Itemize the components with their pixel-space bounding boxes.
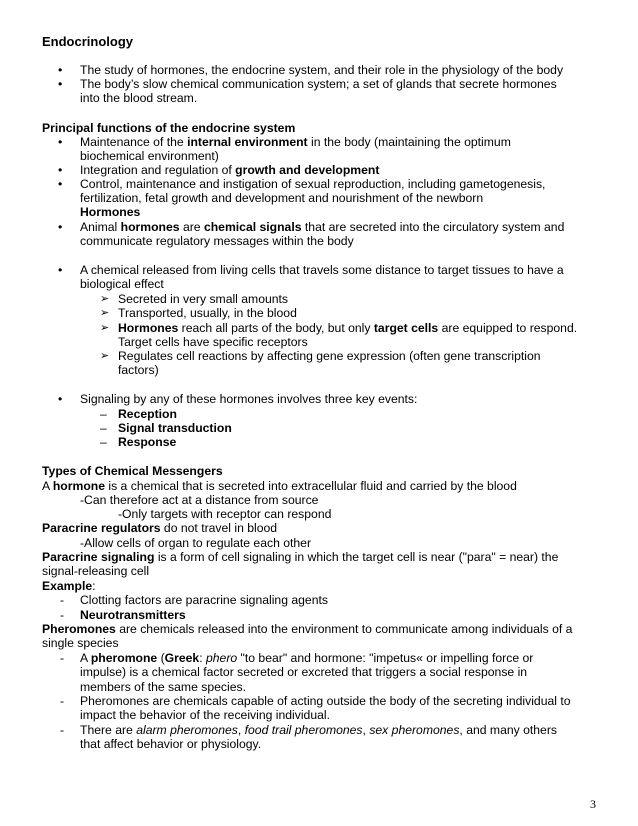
pheromone-point-1-cont: impulse) is a chemical factor secreted or excreted that triggers a social response in xyxy=(80,665,528,679)
paracrine-signaling-cont: signal-releasing cell xyxy=(42,564,150,578)
bullet: • xyxy=(58,163,63,177)
pheromone-point-1-cont2: members of the same species. xyxy=(80,680,246,694)
bullet: • xyxy=(58,63,63,77)
hormone-note-1: -Can therefore act at a distance from source xyxy=(80,493,319,507)
function-3: Control, maintenance and instigation of sexual reproduction, including gametogenesis, xyxy=(80,177,546,191)
hormones-heading: Hormones xyxy=(80,205,141,219)
arrow-bullet-icon: ➢ xyxy=(100,322,110,334)
pheromone-point-3-cont: that affect behavior or physiology. xyxy=(80,737,262,751)
sub-point-1: Secreted in very small amounts xyxy=(118,292,289,306)
arrow-bullet-icon: ➢ xyxy=(100,293,110,305)
bullet: • xyxy=(58,135,63,149)
hyphen-bullet: - xyxy=(60,593,65,607)
example-2: Neurotransmitters xyxy=(80,608,186,622)
bullet: • xyxy=(58,392,63,406)
function-1-cont: biochemical environment) xyxy=(80,149,219,163)
paracrine-note: -Allow cells of organ to regulate each other xyxy=(80,536,312,550)
event-transduction: Signal transduction xyxy=(118,421,232,435)
intro-bullet-1: The study of hormones, the endocrine system, and their role in the physiology of the body xyxy=(80,63,564,77)
chemical-bullet-cont: biological effect xyxy=(80,277,164,291)
hyphen-bullet: - xyxy=(60,608,65,622)
function-2: Integration and regulation of growth and development xyxy=(80,163,380,177)
function-1: Maintenance of the internal environment in the body (maintaining the optimum xyxy=(80,135,511,149)
bullet: • xyxy=(58,177,63,191)
sub-point-4: Regulates cell reactions by affecting gene expression (often gene transcription xyxy=(118,349,541,363)
bullet: • xyxy=(58,263,63,277)
pheromone-point-2: Pheromones are chemicals capable of acting outside the body of the secreting individual to xyxy=(80,694,571,708)
dash-bullet: – xyxy=(100,407,107,421)
types-heading: Types of Chemical Messengers xyxy=(42,464,223,478)
pheromone-point-2-cont: impact the behavior of the receiving individual. xyxy=(80,708,330,722)
intro-bullet-2: The body’s slow chemical communication system; a set of glands that secrete hormones xyxy=(80,77,557,91)
page-title: Endocrinology xyxy=(42,34,133,49)
signaling-intro: Signaling by any of these hormones involves three key events: xyxy=(80,392,418,406)
event-reception: Reception xyxy=(118,407,177,421)
paracrine-regulators: Paracrine regulators do not travel in blood xyxy=(42,521,278,535)
pheromone-point-3: There are alarm pheromones, food trail pheromones, sex pheromones, and many others xyxy=(80,723,557,737)
hyphen-bullet: - xyxy=(60,723,65,737)
bullet: • xyxy=(58,77,63,91)
dash-bullet: – xyxy=(100,421,107,435)
arrow-bullet-icon: ➢ xyxy=(100,307,110,319)
example-1: Clotting factors are paracrine signaling agents xyxy=(80,593,328,607)
sub-point-3-cont: Target cells have specific receptors xyxy=(118,335,308,349)
pheromone-point-1: A pheromone (Greek: phero "to bear" and hormone: "impetus« or impelling force or xyxy=(80,651,534,665)
hyphen-bullet: - xyxy=(60,694,65,708)
chemical-bullet: A chemical released from living cells that travels some distance to target tissues to have a xyxy=(80,263,564,277)
sub-point-2: Transported, usually, in the blood xyxy=(118,306,297,320)
dash-bullet: – xyxy=(100,435,107,449)
function-4-cont: communicate regulatory messages within the body xyxy=(80,234,354,248)
intro-bullet-2-cont: into the blood stream. xyxy=(80,91,198,105)
function-3-cont: fertilization, fetal growth and development and nourishment of the newborn xyxy=(80,191,484,205)
page-number: 3 xyxy=(590,797,596,811)
paracrine-signaling: Paracrine signaling is a form of cell signaling in which the target cell is near ("para" = near) the xyxy=(42,550,559,564)
event-response: Response xyxy=(118,435,177,449)
pheromones-definition: Pheromones are chemicals released into the environment to communicate among individuals of a xyxy=(42,622,573,636)
hyphen-bullet: - xyxy=(60,651,65,665)
sub-point-3: Hormones reach all parts of the body, but only target cells are equipped to respond. xyxy=(118,321,578,335)
function-4: Animal hormones are chemical signals that are secreted into the circulatory system and xyxy=(80,220,565,234)
arrow-bullet-icon: ➢ xyxy=(100,350,110,362)
pheromones-definition-cont: single species xyxy=(42,636,119,650)
hormone-note-2: -Only targets with receptor can respond xyxy=(118,507,332,521)
example-label: Example: xyxy=(42,579,96,593)
sub-point-4-cont: factors) xyxy=(118,363,159,377)
hormone-definition: A hormone is a chemical that is secreted into extracellular fluid and carried by the blood xyxy=(42,479,517,493)
functions-heading: Principal functions of the endocrine system xyxy=(42,121,296,135)
bullet: • xyxy=(58,220,63,234)
